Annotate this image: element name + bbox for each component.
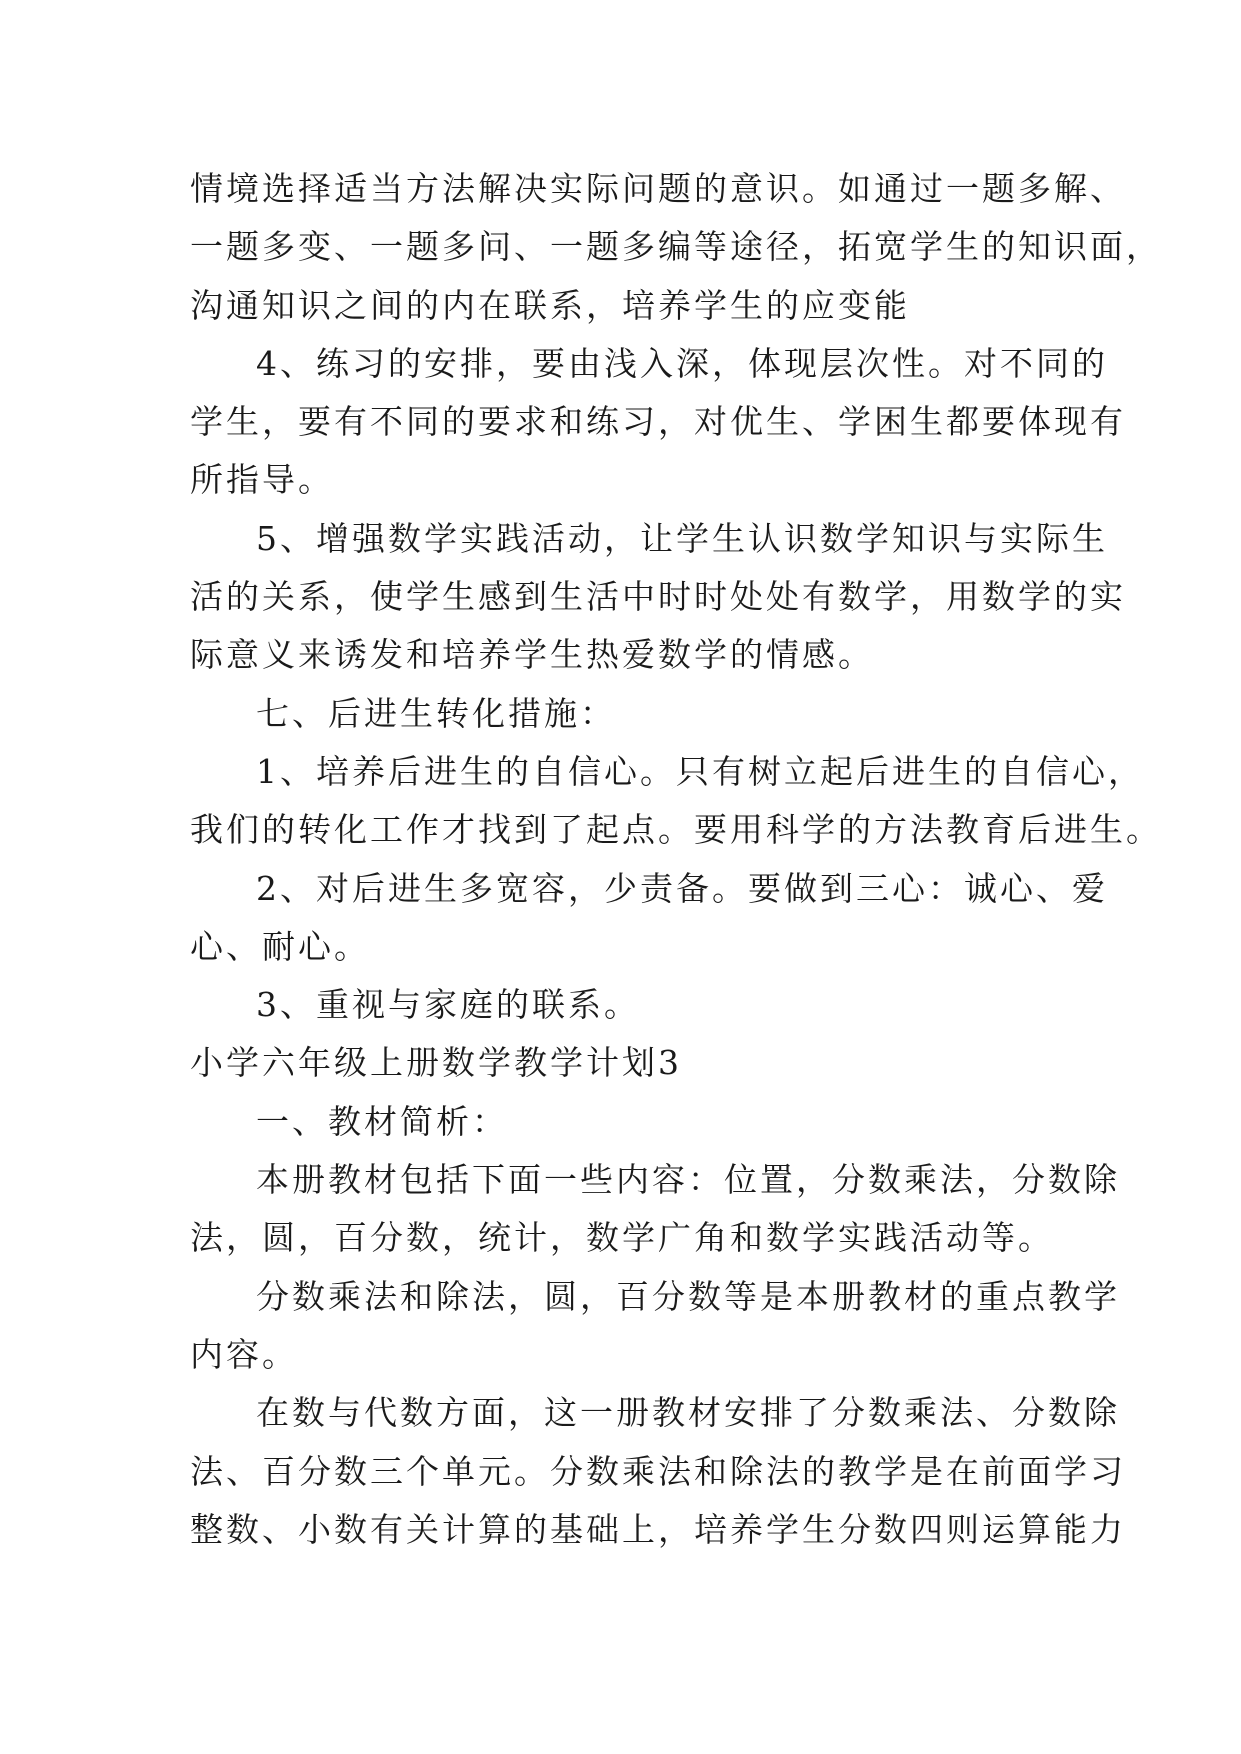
- text-line-11: 1、培养后进生的自信心。只有树立起后进生的自信心，: [256, 751, 1144, 791]
- text-line-5: 学生，要有不同的要求和练习，对优生、学困生都要体现有: [190, 402, 1126, 442]
- text-line-7: 5、增强数学实践活动，让学生认识数学知识与实际生: [256, 518, 1108, 558]
- text-line-3: 沟通知识之间的内在联系，培养学生的应变能: [190, 285, 910, 325]
- text-line-2: 一题多变、一题多问、一题多编等途径，拓宽学生的知识面，: [190, 227, 1162, 267]
- text-line-19: 法，圆，百分数，统计，数学广角和数学实践活动等。: [190, 1218, 1054, 1258]
- text-line-21: 内容。: [190, 1334, 298, 1374]
- text-line-22: 在数与代数方面，这一册教材安排了分数乘法、分数除: [256, 1393, 1120, 1433]
- text-line-24: 整数、小数有关计算的基础上，培养学生分数四则运算能力: [190, 1509, 1126, 1549]
- document-page: [190, 160, 1162, 1559]
- text-line-23: 法、百分数三个单元。分数乘法和除法的教学是在前面学习: [190, 1451, 1126, 1491]
- text-line-8: 活的关系，使学生感到生活中时时处处有数学，用数学的实: [190, 577, 1126, 617]
- text-line-15: 3、重视与家庭的联系。: [256, 985, 640, 1025]
- text-line-9: 际意义来诱发和培养学生热爱数学的情感。: [190, 635, 874, 675]
- text-line-12: 我们的转化工作才找到了起点。要用科学的方法教育后进生。: [190, 810, 1162, 850]
- text-line-20: 分数乘法和除法，圆，百分数等是本册教材的重点教学: [256, 1276, 1120, 1316]
- text-line-18: 本册教材包括下面一些内容：位置，分数乘法，分数除: [256, 1160, 1120, 1200]
- document-title: 小学六年级上册数学教学计划3: [190, 1043, 682, 1083]
- text-line-6: 所指导。: [190, 460, 334, 500]
- text-line-13: 2、对后进生多宽容，少责备。要做到三心：诚心、爱: [256, 868, 1108, 908]
- text-line-14: 心、耐心。: [190, 926, 370, 966]
- text-line-1: 情境选择适当方法解决实际问题的意识。如通过一题多解、: [190, 169, 1126, 208]
- section-heading: 一、教材简析：: [256, 1101, 508, 1141]
- section-heading: 七、后进生转化措施：: [256, 693, 616, 733]
- text-line-4: 4、练习的安排，要由浅入深，体现层次性。对不同的: [256, 343, 1108, 383]
